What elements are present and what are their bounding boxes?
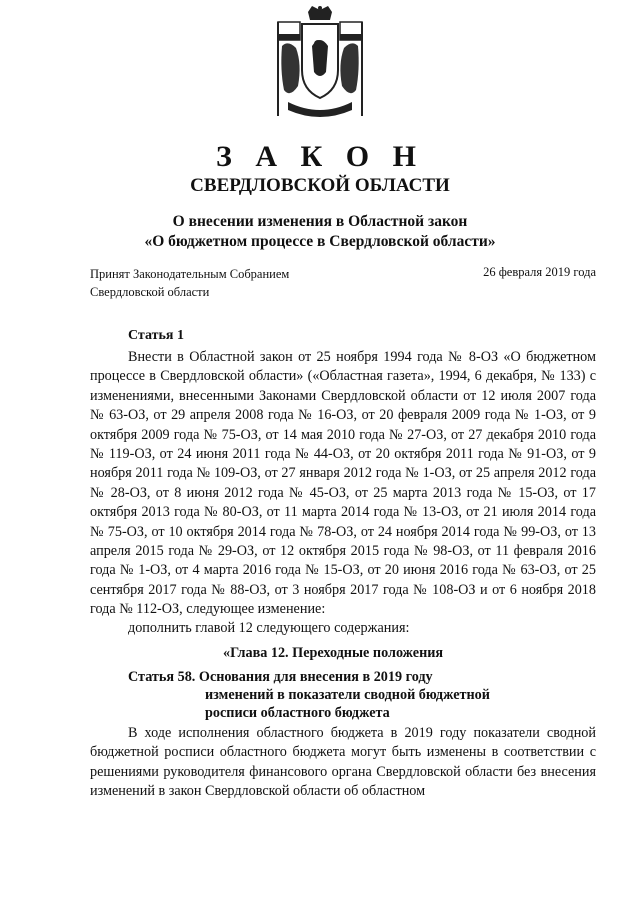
adoption-line-2: Свердловской области — [90, 285, 210, 299]
article-1-text: Внести в Областной закон от 25 ноября 1994 года № 8-ОЗ «О бюджетном процессе в Свердловской области» («Областная газета», 1994, 6 декабря, № 133) с изменениями, внесенными Законами Свердловской области от 12 июля 2007 года № 63-ОЗ, от 29 апреля 2008 года № 16-ОЗ, от 20 февраля 2009 года № 1-ОЗ, от 9 октября 2009 года № 75-ОЗ, от 14 мая 2010 года № 27-ОЗ, от 27 декабря 2010 года № 119-ОЗ, от 24 июня 2011 года № 44-ОЗ, от 20 октября 2011 года № 91-ОЗ, от 9 ноября 2011 года № 109-ОЗ, от 27 января 2012 года № 1-ОЗ, от 25 апреля 2012 года № 28-ОЗ, от 8 июня 2012 года № 45-ОЗ, от 25 марта 2013 года № 15-ОЗ, от 17 октября 2013 года № 80-ОЗ, от 11 марта 2014 года № 13-ОЗ, от 21 июля 2014 года № 75-ОЗ, от 10 октября 2014 года № 78-ОЗ, от 24 ноября 2014 года № 99-ОЗ, от 13 апреля 2015 года № 29-ОЗ, от 12 октября 2015 года № 98-ОЗ, от 11 февраля 2016 года № 1-ОЗ, от 4 марта 2016 года № 15-ОЗ, от 20 июня 2016 года № 63-ОЗ, от 25 сентября 2017 года № 88-ОЗ, от 3 ноября 2017 года № 108-ОЗ и от 6 ноября 2018 года № 112-ОЗ, следующее изменение: — [90, 349, 596, 618]
article-58-heading — [128, 668, 490, 722]
article-58-line-3: росписи областного бюджета — [205, 705, 390, 721]
subject-line-2: «О бюджетном процессе в Свердловской области» — [144, 233, 496, 250]
region-title: СВЕРДЛОВСКОЙ ОБЛАСТИ — [190, 175, 450, 196]
article-58-line-1: Статья 58. Основания для внесения в 2019 году — [128, 669, 433, 685]
law-title: З А К О Н — [216, 140, 424, 173]
law-subject — [0, 212, 640, 252]
adoption-note — [90, 265, 289, 301]
adoption-line-1: Принят Законодательным Собранием — [90, 267, 290, 281]
coat-of-arms-icon — [268, 6, 372, 124]
adoption-date: 26 февраля 2019 года — [483, 265, 596, 279]
article-1-heading: Статья 1 — [128, 328, 184, 343]
article-58-line-2: изменений в показатели сводной бюджетной — [205, 687, 490, 703]
subject-line-1: О внесении изменения в Областной закон — [172, 213, 468, 230]
article-58-text: В ходе исполнения областного бюджета в 2019 году показатели сводной бюджетной росписи областного бюджета могут быть изменены в соответствии с решениями руководителя финансового органа Свердловской области без внесения изменений в закон Свердловской области об областном — [90, 725, 596, 800]
chapter-12-heading: «Глава 12. Переходные положения — [223, 645, 444, 661]
article-1-addition: дополнить главой 12 следующего содержания: — [128, 620, 410, 636]
